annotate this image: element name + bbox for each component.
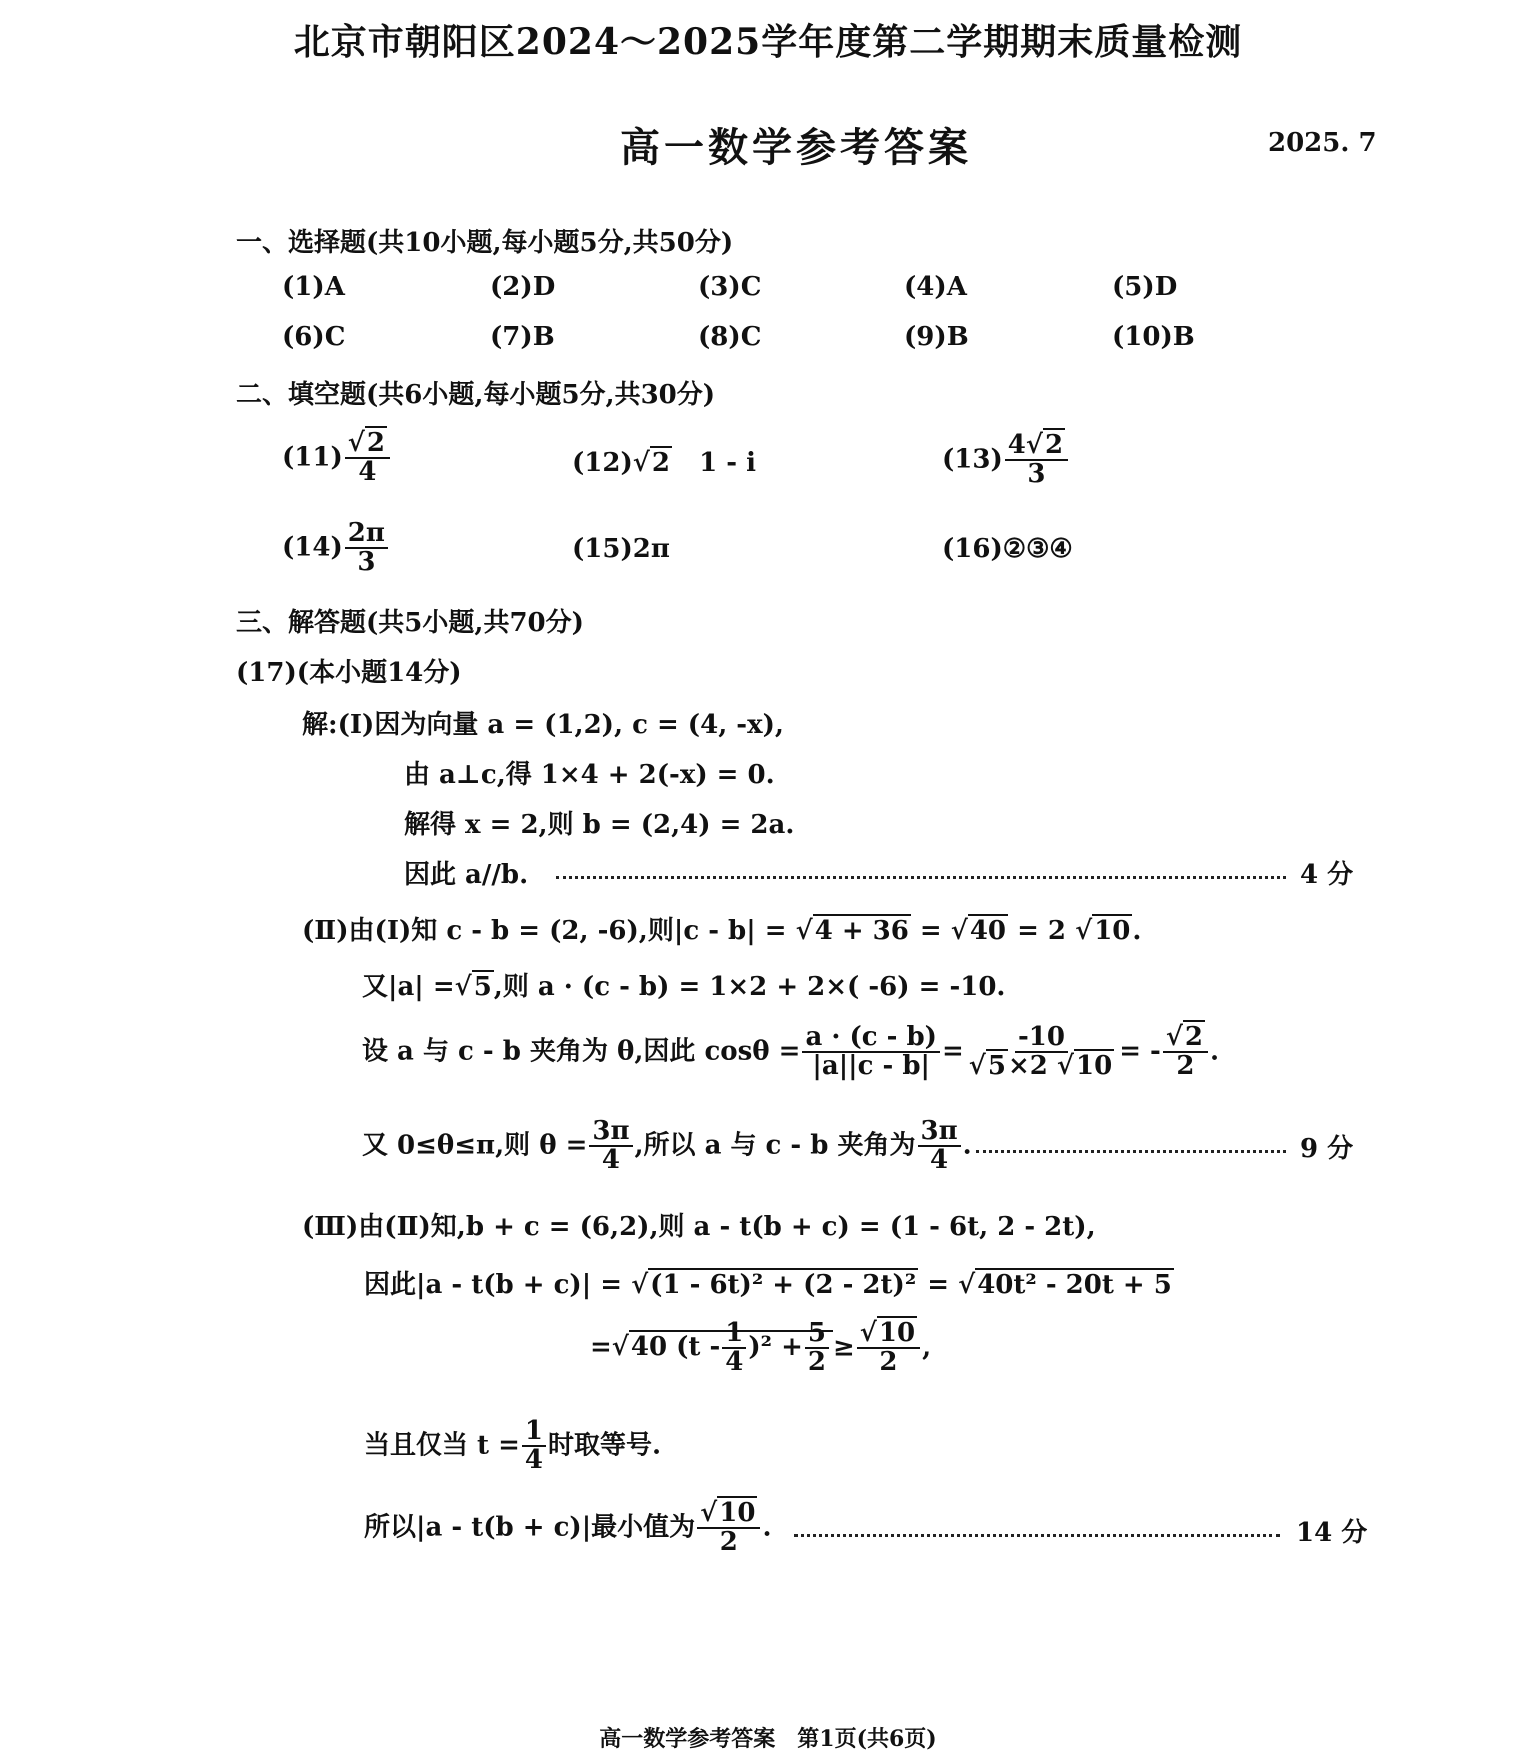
choice-answer: (1)A	[282, 272, 345, 302]
fraction	[697, 1500, 760, 1557]
question-17-heading: (17)(本小题14分)	[236, 658, 462, 688]
choice-answer: (8)C	[698, 322, 762, 352]
numerator: 3π	[589, 1118, 632, 1147]
choice-answer: (10)B	[1112, 322, 1195, 352]
solution-line: 解:(Ⅰ)因为向量 a = (1,2), c = (4, -x),	[302, 710, 784, 740]
solution-line: 所以|a - t(b + c)|最小值为 √ $\frac{10}{2}$ .	[364, 1500, 772, 1557]
radicand: 40t² - 20t + 5	[977, 1270, 1172, 1300]
answer-value: ②③④	[1002, 534, 1073, 564]
solution-line: 由 a⊥c,得 1×4 + 2(-x) = 0.	[404, 760, 775, 790]
choice-answer: (5)D	[1112, 272, 1178, 302]
fraction	[1005, 432, 1068, 489]
fraction	[722, 1320, 746, 1377]
question-number: (14)	[282, 532, 343, 563]
denominator: 4	[930, 1145, 949, 1176]
score-mark: 14 分	[1296, 1518, 1368, 1548]
text-segment: ,则 a · (c - b) = 1×2 + 2×( -6) = -10.	[493, 972, 1006, 1002]
fill-answer-14	[282, 520, 390, 577]
denominator: 2	[879, 1347, 898, 1378]
numerator: 1	[722, 1320, 746, 1349]
denominator: 3	[357, 547, 376, 578]
score-leader-dots	[976, 1150, 1286, 1153]
exam-date: 2025. 7	[1268, 128, 1377, 158]
numerator: a · (c - b)	[802, 1024, 940, 1053]
solution-line: 因此|a - t(b + c)| = √ (1 - 6t)² + (2 - 2t)² = √ 40t² - 20t + 5	[364, 1264, 1174, 1301]
fill-answer-13	[942, 432, 1070, 489]
text-segment: 设 a 与 c - b 夹角为 θ,因此 cosθ =	[362, 1036, 801, 1067]
radicand: 5	[987, 1051, 1006, 1082]
radicand: 10	[878, 1318, 916, 1348]
text-segment: 又 0≤θ≤π,则 θ =	[362, 1130, 588, 1161]
text-segment: 所以|a - t(b + c)|最小值为	[364, 1512, 696, 1543]
denominator: 4	[524, 1445, 543, 1476]
question-number: (15)	[572, 534, 633, 564]
numerator: 2π	[345, 520, 388, 549]
section-heading-fill: 二、填空题(共6小题,每小题5分,共30分)	[236, 380, 716, 410]
section-heading-choice: 一、选择题(共10小题,每小题5分,共50分)	[236, 228, 734, 258]
answer-value: 2π	[632, 534, 670, 564]
answer-value: 1 - i	[699, 448, 757, 478]
score-leader-dots	[556, 876, 1286, 879]
radicand: 10	[719, 1498, 756, 1528]
text-segment: (Ⅱ)由(Ⅰ)知 c - b = (2, -6),则|c - b| =	[302, 916, 787, 946]
text-segment: 时取等号.	[548, 1430, 662, 1461]
denominator: 2	[1176, 1051, 1195, 1082]
fraction	[345, 520, 388, 577]
denominator: 4	[725, 1347, 744, 1378]
question-number: (13)	[942, 444, 1003, 475]
solution-line: 因此 a//b.	[404, 860, 529, 890]
choice-answer: (6)C	[282, 322, 346, 352]
score-leader-dots	[794, 1534, 1280, 1537]
solution-line: (Ⅲ)由(Ⅱ)知,b + c = (6,2),则 a - t(b + c) = (1 - 6t, 2 - 2t),	[302, 1212, 1096, 1242]
choice-answer: (9)B	[904, 322, 969, 352]
page-footer: 高一数学参考答案 第1页(共6页)	[599, 1726, 937, 1752]
fraction	[966, 1024, 1117, 1081]
section-heading-solution: 三、解答题(共5小题,共70分)	[236, 608, 584, 638]
fraction	[918, 1118, 961, 1175]
numerator: 5	[805, 1320, 829, 1349]
question-number: (12)	[572, 448, 633, 478]
radicand: 10	[1094, 916, 1131, 946]
radicand: 2	[1044, 430, 1064, 460]
numerator: 3π	[918, 1118, 961, 1147]
choice-answer: (2)D	[490, 272, 556, 302]
score-mark: 4 分	[1300, 860, 1354, 890]
fraction	[522, 1418, 546, 1475]
text-segment: ,所以 a 与 c - b 夹角为	[634, 1130, 916, 1161]
radicand: 2	[366, 428, 385, 458]
text-segment: 当且仅当 t =	[364, 1430, 520, 1461]
radicand: 4 + 36	[814, 916, 909, 946]
text-segment: )² +	[748, 1332, 803, 1363]
fraction	[589, 1118, 632, 1175]
exam-title: 北京市朝阳区2024～2025学年度第二学期期末质量检测	[293, 21, 1243, 63]
solution-line: 又 0≤θ≤π,则 θ = $\frac{3\pi}{4}$ ,所以 a 与 c - b 夹角为 $\frac{3\pi}{4}$ .	[362, 1116, 972, 1176]
denominator: 2	[719, 1527, 738, 1558]
choice-answer: (7)B	[490, 322, 555, 352]
page-title: 高一数学参考答案	[620, 124, 972, 171]
radicand: 40	[969, 916, 1007, 946]
numerator: 1	[522, 1418, 546, 1447]
solution-line: (Ⅱ)由(Ⅰ)知 c - b = (2, -6),则|c - b| = √ 4 + 36 = √ 40 = 2 √ 10.	[302, 910, 1141, 947]
fraction	[345, 430, 390, 487]
fill-answer-11	[282, 430, 392, 487]
denominator: 4	[358, 457, 377, 488]
choice-answer: (3)C	[698, 272, 762, 302]
radicand: 10	[1076, 1051, 1113, 1082]
denominator: 3	[1027, 459, 1046, 490]
denominator: 2	[807, 1347, 826, 1378]
coefficient: 4	[1007, 430, 1026, 460]
text-segment: = 2	[1017, 916, 1067, 946]
fraction	[805, 1320, 829, 1377]
text-segment: 又|a| =	[362, 972, 455, 1002]
choice-answer: (4)A	[904, 272, 967, 302]
fraction	[802, 1024, 940, 1081]
text-segment: ×2	[1007, 1051, 1048, 1082]
question-number: (16)	[942, 534, 1003, 564]
solution-line	[362, 966, 1005, 1003]
score-mark: 9 分	[1300, 1134, 1354, 1164]
radicand: 2	[651, 448, 670, 478]
fill-answer-12	[572, 448, 756, 478]
denominator: 4	[601, 1145, 620, 1176]
radicand: 5	[473, 972, 492, 1002]
text-segment: 因此|a - t(b + c)| =	[364, 1270, 623, 1300]
solution-line: =√ 40 (t - $\frac{1}{4}$ )² + $\frac{5}{2}$ ≥ √ $\frac{10}{2}$ ,	[590, 1320, 931, 1377]
text-segment: 40 (t -	[630, 1332, 721, 1363]
fraction	[857, 1320, 920, 1377]
radicand: (1 - 6t)² + (2 - 2t)²	[650, 1270, 917, 1300]
numerator: -10	[1015, 1024, 1068, 1053]
solution-line	[364, 1418, 661, 1475]
fraction	[1163, 1024, 1208, 1081]
denominator: |a||c - b|	[812, 1051, 930, 1082]
fill-answer-16	[942, 534, 1073, 564]
radicand: 2	[1184, 1022, 1204, 1052]
fill-answer-15	[572, 534, 670, 564]
solution-line: 解得 x = 2,则 b = (2,4) = 2a.	[404, 810, 795, 840]
solution-line: 设 a 与 c - b 夹角为 θ,因此 cosθ = $\frac{a \cdot (c - b)}{|a||c - b|}$ = -10 √ 5×2 √ 10 = - √ $\frac{2}{2}$ .	[362, 1024, 1219, 1081]
question-number: (11)	[282, 442, 343, 473]
